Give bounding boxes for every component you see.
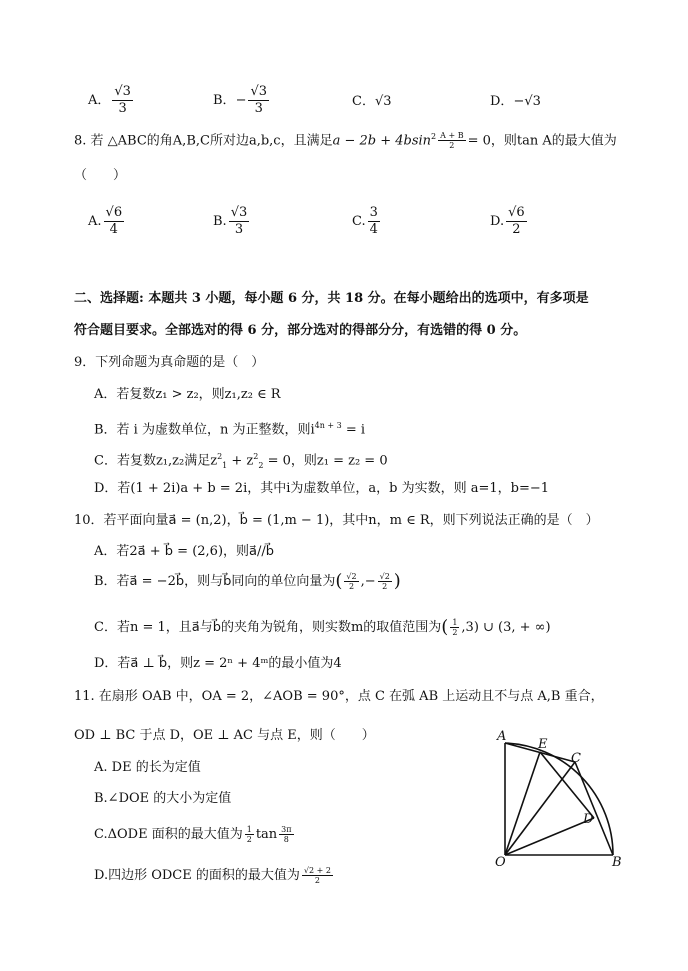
segment-de: [540, 752, 594, 818]
segment-od: [505, 818, 594, 855]
segment-ac: [505, 743, 575, 762]
q8-option-d: D. $\frac{√6}{2}$: [490, 205, 525, 237]
arc-ab: [505, 743, 613, 855]
q11-stem-line1: 11. 在扇形 OAB 中，OA = 2，∠AOB = 90°，点 C 在弧 AB 上运动且不与点 A,B 重合，: [74, 689, 604, 704]
q9-stem: 9．下列命题为真命题的是（ ）: [74, 355, 265, 370]
label-c: C: [571, 751, 581, 766]
segment-oc: [505, 762, 575, 855]
q9-option-c: C．若复数z₁,z₂满足$z^2_1 + z^2_2 = 0$，则z₁ = z₂ = 0: [94, 452, 388, 470]
q11-option-d: D.四边形 ODCE 的面积的最大值为 $\frac{√2 + 2}{2}$: [94, 866, 331, 885]
segment-oe: [505, 752, 540, 855]
label-o: O: [495, 855, 506, 870]
q7-option-d: D．−√3: [490, 94, 541, 109]
q10-option-b: B．若a⃗ = −2b⃗，则与b⃗同向的单位向量为( $\frac{√2}{2}$ ,− $\frac{√2}{2}$ ): [94, 570, 401, 592]
q7-option-b: B．− $\frac{√3}{3}$: [213, 84, 268, 116]
segment-cb: [575, 762, 613, 855]
label-d: D: [583, 812, 594, 827]
q8-paren: （ ）: [74, 168, 127, 183]
section2-line1: 二、选择题: 本题共 3 小题，每小题 6 分，共 18 分。在每小题给出的选项中，有多项是: [74, 291, 589, 306]
q8-option-b: B. $\frac{√3}{3}$: [213, 205, 248, 237]
q11-option-a: A. DE 的长为定值: [94, 760, 201, 775]
q10-stem: 10．若平面向量a⃗ = (n,2)，b⃗ = (1,m − 1)，其中n，m ∈ R，则下列说法正确的是（ ）: [74, 513, 599, 528]
q9-option-a: A．若复数z₁ > z₂，则z₁,z₂ ∈ R: [94, 387, 281, 402]
label-e: E: [538, 737, 548, 752]
q7-option-a: A． $\frac{√3}{3}$: [88, 84, 131, 116]
q11-option-c: C.ΔODE 面积的最大值为 $\frac{1}{2}$ tan $\frac{3\pi}{8}$: [94, 825, 292, 844]
q10-option-c: C．若n = 1，且a⃗与b⃗的夹角为锐角，则实数m的取值范围为( $\frac{1}{2}$ ,3) ∪ (3, + ∞): [94, 616, 551, 638]
label-a: A: [497, 729, 507, 744]
q8-option-c: C. $\frac{3}{4}$: [352, 205, 378, 237]
q9-option-d: D．若(1 + 2i)a + b = 2i，其中i为虚数单位，a，b 为实数，则 a=1，b=−1: [94, 481, 550, 496]
q9-option-b: B．若 i 为虚数单位，n 为正整数，则$i^{4n + 3} = i$: [94, 421, 366, 438]
q10-option-d: D．若a⃗ ⊥ b⃗，则z = 2ⁿ + 4ᵐ的最小值为4: [94, 656, 342, 671]
q10-option-a: A．若2a⃗ + b⃗ = (2,6)，则a⃗//b⃗: [94, 544, 274, 559]
q11-stem-line2: OD ⊥ BC 于点 D，OE ⊥ AC 与点 E，则（ ）: [74, 728, 375, 743]
q11-option-b: B.∠DOE 的大小为定值: [94, 791, 232, 806]
label-b: B: [612, 855, 622, 870]
section2-line2: 符合题目要求。全部选对的得 6 分，部分选对的得部分分，有选错的得 0 分。: [74, 323, 527, 338]
q8-option-a: A. $\frac{√6}{4}$: [88, 205, 123, 237]
q8-stem: 8. 若 △ABC的角A,B,C所对边a,b,c，且满足a − 2b + 4bsin$^2$ $\frac{A + B}{2}$ = 0，则tan A的最大值为: [74, 131, 617, 151]
q7-option-c: C．√3: [352, 94, 392, 109]
